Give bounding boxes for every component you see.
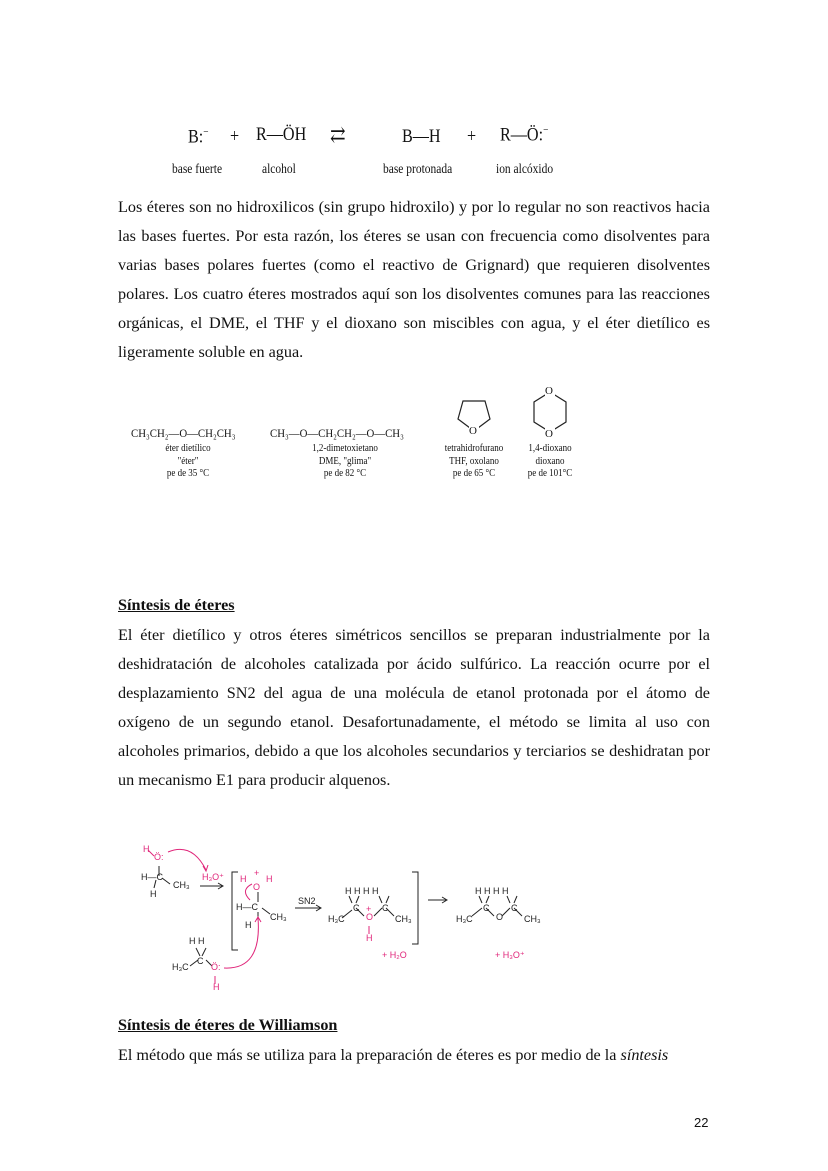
diethyl-ether-name: éter dietílico <box>165 443 211 454</box>
mech-h-6: H <box>213 982 220 992</box>
dioxane-bp: pe de 101°C <box>527 468 573 479</box>
mech-c-3: C <box>382 903 389 913</box>
mech-c-2: C <box>353 903 360 913</box>
mech-plus-2: + <box>366 904 372 914</box>
mech-oxonium-2: O <box>366 912 374 922</box>
mech-plus-h2o: + H₂O <box>382 950 407 960</box>
dioxane-oxygen-top: O <box>545 385 553 397</box>
mech-plus-h3o: + H₃O⁺ <box>495 950 525 960</box>
paragraph-williamson-emphasis: síntesis <box>620 1046 669 1064</box>
page-number: 22 <box>694 1115 709 1130</box>
mech-sn2-label: SN2 <box>298 896 316 906</box>
mech-hhhh-2: H H H H <box>475 886 509 896</box>
thf-name: tetrahidrofurano <box>444 443 504 454</box>
mech-oxonium-1: O <box>253 882 261 892</box>
dme-alias: DME, "glima" <box>318 455 372 467</box>
diethyl-ether-labels <box>152 443 224 481</box>
mech-hc-1: H—C <box>141 872 163 882</box>
mech-h-5: H <box>245 920 252 930</box>
mech-hh-1: H H <box>189 936 205 946</box>
thf-labels <box>442 443 507 481</box>
equilibrium-arrow: ⇄ <box>330 122 346 147</box>
dioxane-name: 1,4-dioxano <box>528 443 572 454</box>
alcohol-formula: R—ÖH <box>256 124 307 145</box>
mech-c-5: C <box>511 903 518 913</box>
protonated-base: B—H <box>402 126 441 147</box>
mech-ch3-4: CH₃ <box>524 914 541 924</box>
caption-alkoxide-ion: ion alcóxido <box>496 162 554 177</box>
mech-ch3-2: CH₃ <box>270 912 287 922</box>
mech-h-1: H <box>143 844 150 854</box>
dioxane-oxygen-bottom: O <box>545 428 553 440</box>
paragraph-ethers-properties: Los éteres son no hidroxilicos (sin grupo hidroxilo) y por lo regular no son reactivos hacia las bases fuertes. Por esta razón, los éteres se usan con frecuencia como disolventes para varias bases polares fuertes (como el reactivo de Grignard) que requieren disolventes polares. Los cuatro éteres mostrados aquí son los disolventes comunes para las reacciones orgánicas, el DME, el THF y el dioxano son miscibles con agua, y el éter dietílico es ligeramente soluble en agua. <box>118 198 710 361</box>
section-heading-williamson: Síntesis de éteres de Williamson <box>118 1016 338 1034</box>
mech-hhhh-1: H H H H <box>345 886 379 896</box>
thf-alias: THF, oxolano <box>449 455 499 467</box>
dioxane-alias: dioxano <box>535 455 565 467</box>
dme-name: 1,2-dimetoxietano <box>312 443 378 454</box>
diethyl-ether-bp: pe de 35 °C <box>166 468 210 479</box>
dioxane-labels <box>519 443 580 481</box>
mech-h3c-3: H₃C <box>456 914 473 924</box>
mech-h-4: H <box>266 874 273 884</box>
thf-bp: pe de 65 °C <box>452 468 496 479</box>
mech-h-2: H <box>150 889 157 899</box>
mech-ch3-3: CH₃ <box>395 914 412 924</box>
mech-h-3: H <box>240 874 247 884</box>
caption-alcohol: alcohol <box>262 162 296 177</box>
mech-c-1: C <box>197 956 204 966</box>
alkoxide-formula: R—Ö:− <box>500 124 549 146</box>
caption-strong-base: base fuerte <box>172 162 223 177</box>
mech-h3c-1: H₃C <box>172 962 189 972</box>
mech-h-7: H <box>366 933 373 943</box>
mech-c-4: C <box>483 903 490 913</box>
dme-formula: CH₃—O—CH₂CH₂—O—CH₃ <box>270 426 404 440</box>
mech-oxygen-1: Ö: <box>154 852 164 862</box>
dme-labels <box>305 443 386 481</box>
caption-protonated-base: base protonada <box>383 162 453 177</box>
diethyl-ether-formula: CH₃CH₂—O—CH₂CH₃ <box>131 426 236 440</box>
mech-plus-1: + <box>254 868 260 878</box>
mech-hc-2: H—C <box>236 902 258 912</box>
mech-h3o-reagent: H₃O⁺ <box>202 872 224 882</box>
thf-oxygen: O <box>469 425 477 437</box>
plus-sign-2: + <box>467 126 477 147</box>
mech-h3c-2: H₃C <box>328 914 345 924</box>
mech-ch3-1: CH₃ <box>173 880 190 890</box>
dme-bp: pe de 82 °C <box>323 468 367 479</box>
section-heading-ether-synthesis: Síntesis de éteres <box>118 596 235 614</box>
mech-oxygen-2: Ö: <box>211 962 221 972</box>
plus-sign: + <box>230 126 240 147</box>
paragraph-williamson-intro <box>118 1041 710 1070</box>
strong-base: B:− <box>188 126 209 148</box>
mech-ether-oxygen: O <box>496 912 504 922</box>
paragraph-industrial-synthesis: El éter dietílico y otros éteres simétricos sencillos se preparan industrialmente por la deshidratación de alcoholes catalizada por ácido sulfúrico. La reacción ocurre por el desplazamiento SN2 del agua de una molécula de etanol protonada por el átomo de oxígeno de un segundo etanol. Desafortunadamente, el método se limita al uso con alcoholes primarios, debido a que los alcoholes secundarios y terciarios se deshidratan por un mecanismo E1 para producir alquenos. <box>118 626 710 789</box>
diethyl-ether-alias: "éter" <box>177 455 199 467</box>
paragraph-williamson-text: El método que más se utiliza para la preparación de éteres es por medio de la <box>118 1046 621 1064</box>
